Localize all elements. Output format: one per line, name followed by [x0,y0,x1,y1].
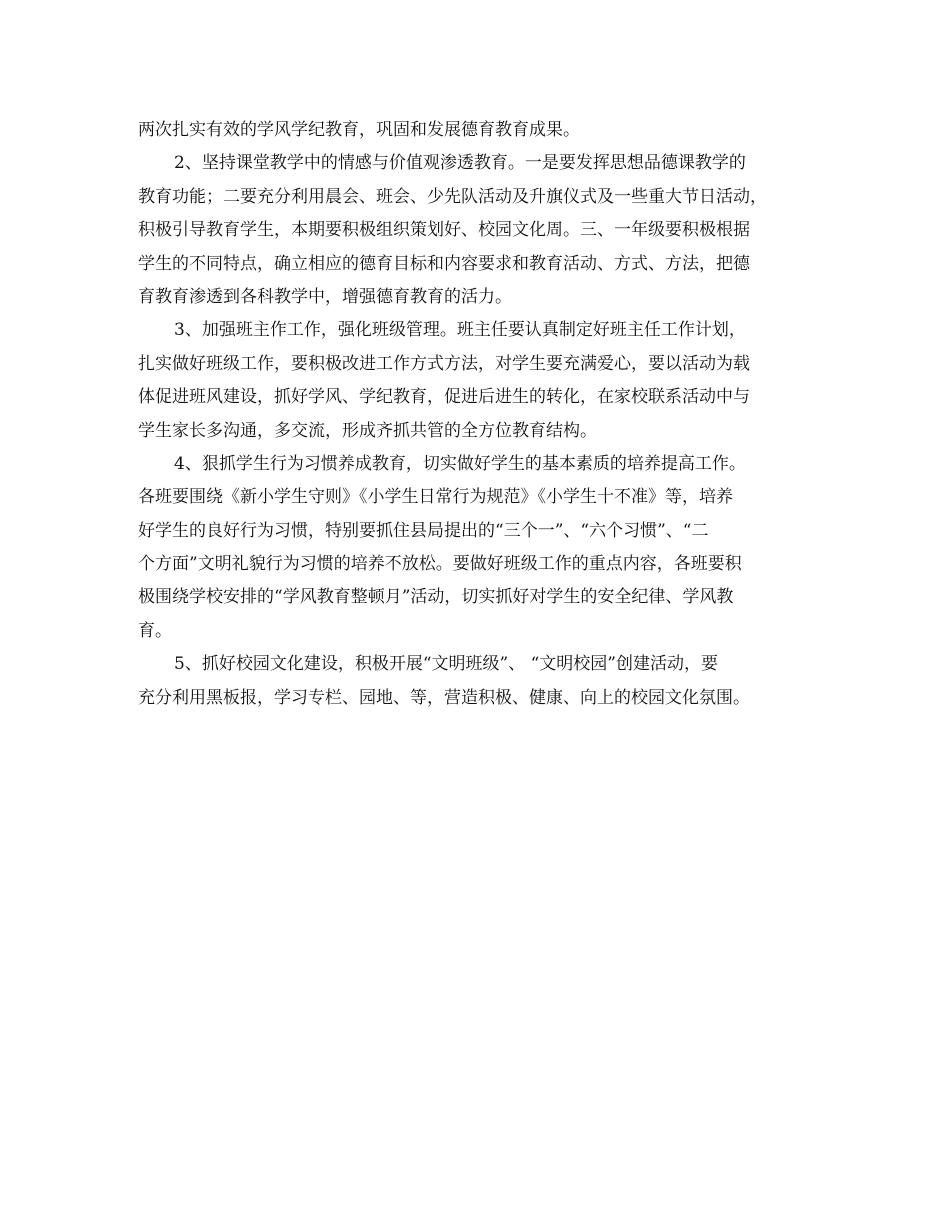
text-line: 育教育渗透到各科教学中，增强德育教育的活力。 [138,286,512,307]
paragraph-2-start: 2、坚持课堂教学中的情感与价值观渗透教育。一是要发挥思想品德课教学的 [174,153,746,174]
text-line: 两次扎实有效的学风学纪教育，巩固和发展德育教育成果。 [138,120,580,140]
text-line: 积极引导教育学生，本期要积极组织策划好、校园文化周。三、一年级要积极根据 [138,220,750,241]
paragraph-5-start: 5、抓好校园文化建设，积极开展“文明班级”、 “文明校园”创建活动，要 [174,654,718,675]
text-line: 教育功能；二要充分利用晨会、班会、少先队活动及升旗仪式及一些重大节日活动， [138,186,767,207]
text-line: 育。 [138,620,172,641]
text-line: 学生的不同特点，确立相应的德育目标和内容要求和教育活动、方式、方法，把德 [138,253,750,274]
text-line: 充分利用黑板报，学习专栏、园地、等，营造积极、健康、向上的校园文化氛围。 [138,687,750,708]
text-line: 扎实做好班级工作，要积极改进工作方式方法，对学生要充满爱心，要以活动为载 [138,353,750,374]
text-line: 学生家长多沟通，多交流，形成齐抓共管的全方位教育结构。 [138,420,597,441]
text-line: 体促进班风建设，抓好学风、学纪教育，促进后进生的转化，在家校联系活动中与 [138,387,750,408]
text-line: 好学生的良好行为习惯，特别要抓住县局提出的“三个一”、“六个习惯”、“二 [138,520,709,541]
text-line: 个方面”文明礼貌行为习惯的培养不放松。要做好班级工作的重点内容，各班要积 [138,554,742,575]
text-line: 极围绕学校安排的“学风教育整顿月”活动，切实抓好对学生的安全纪律、学风教 [138,587,734,608]
text-line: 各班要围绕《新小学生守则》《小学生日常行为规范》《小学生十不准》等，培养 [138,487,733,508]
document-body [138,114,818,715]
paragraph-3-start: 3、加强班主作工作，强化班级管理。班主任要认真制定好班主任工作计划， [174,320,746,341]
paragraph-4-start: 4、狠抓学生行为习惯养成教育，切实做好学生的基本素质的培养提高工作。 [174,453,746,474]
